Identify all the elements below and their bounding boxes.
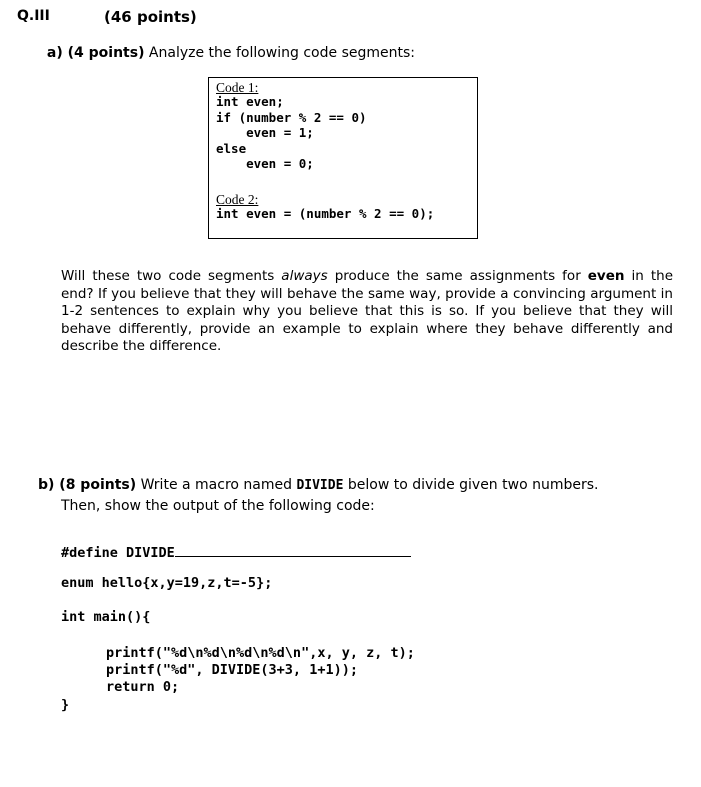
code-body-line: return 0; xyxy=(106,679,180,695)
code1-line: even = 0; xyxy=(216,156,314,171)
question-text: Will these two code segments xyxy=(61,268,282,284)
code-body-line: printf("%d", DIVIDE(3+3, 1+1)); xyxy=(106,662,358,678)
part-b-text: Write a macro named xyxy=(136,477,297,493)
code1-line: if (number % 2 == 0) xyxy=(216,110,367,125)
closing-brace: } xyxy=(61,697,70,713)
part-b-text: Then, show the output of the following code: xyxy=(61,498,375,514)
macro-name: DIVIDE xyxy=(296,478,344,493)
question-label: Q.III xyxy=(17,8,50,24)
question-paragraph xyxy=(61,268,673,356)
define-answer-blank[interactable] xyxy=(175,543,411,557)
part-a-instruction: Analyze the following code segments: xyxy=(144,45,415,61)
code-segments-box xyxy=(208,77,478,239)
part-b-text: below to divide given two numbers. xyxy=(343,477,599,493)
part-b-heading xyxy=(38,475,678,516)
question-text: in the end? If you believe that they will behave the same way, provide a convincing argument in 1-2 sentences to explain why you believe that this is so. If you believe that they will behave differently, provide an example to explain where they behave differently and describe the difference. xyxy=(61,268,674,354)
code2-title: Code 2: xyxy=(216,192,259,207)
question-text: produce the same assignments for xyxy=(327,268,588,284)
code1-line: int even; xyxy=(216,94,284,109)
main-line: int main(){ xyxy=(61,609,151,625)
question-points: (46 points) xyxy=(104,8,197,26)
question-variable: even xyxy=(587,268,625,284)
code1-line: else xyxy=(216,141,247,156)
enum-line: enum hello{x,y=19,z,t=-5}; xyxy=(61,575,273,591)
question-emphasis: always xyxy=(281,268,328,284)
code-body-line: printf("%d\n%d\n%d\n%d\n",x, y, z, t); xyxy=(106,645,415,661)
define-line xyxy=(61,543,411,561)
code1-title: Code 1: xyxy=(216,80,259,95)
code2-line: int even = (number % 2 == 0); xyxy=(216,206,435,221)
part-b-label: b) (8 points) xyxy=(38,477,137,493)
define-text: #define DIVIDE xyxy=(61,545,175,561)
code1-line: even = 1; xyxy=(216,125,314,140)
part-a-heading xyxy=(38,29,415,61)
part-a-label: a) (4 points) xyxy=(46,45,145,61)
